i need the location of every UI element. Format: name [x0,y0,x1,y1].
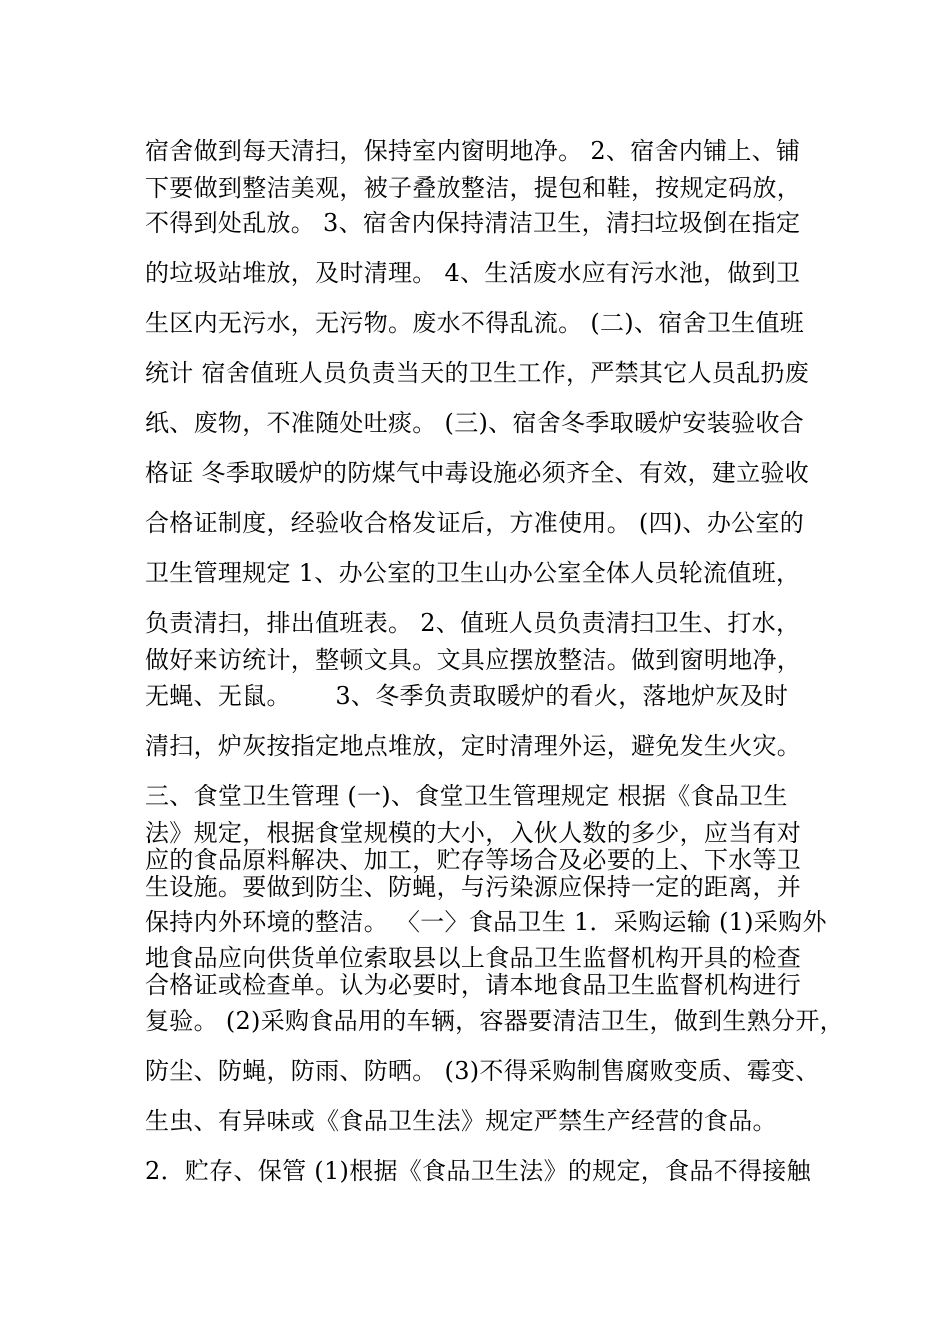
text-line: 下要做到整洁美观，被子叠放整洁，提包和鞋，按规定码放， [145,174,802,202]
text-line: 做好来访统计，整顿文具。文具应摆放整洁。做到窗明地净， [145,646,802,674]
text-line: 复验。 (2)采购食品用的车辆，容器要清洁卫生，做到生熟分开， [145,1007,844,1035]
text-line: 统计 宿舍值班人员负责当天的卫生工作，严禁其它人员乱扔废 [145,359,810,387]
text-line: 三、食堂卫生管理 (一)、食堂卫生管理规定 根据《食品卫生 [145,782,788,810]
text-line: 2．贮存、保管 (1)根据《食品卫生法》的规定，食品不得接触 [145,1157,811,1185]
text-line: 格证 冬季取暖炉的防煤气中毒设施必须齐全、有效，建立验收 [145,459,810,487]
text-line: 保持内外环境的整洁。 〈一〉食品卫生 1．采购运输 (1)采购外 [145,908,827,936]
text-line: 清扫，炉灰按指定地点堆放，定时清理外运，避免发生火灾。 [145,732,802,760]
text-line: 无蝇、无鼠。 3、冬季负责取暖炉的看火，落地炉灰及时 [145,682,789,710]
text-line: 合格证或检查单。认为必要时，请本地食品卫生监督机构进行 [145,971,802,999]
text-line: 负责清扫，排出值班表。 2、值班人员负责清扫卫生、打水， [145,609,801,637]
text-line: 防尘、防蝇，防雨、防晒。 (3)不得采购制售腐败变质、霉变、 [145,1057,820,1085]
text-line: 生虫、有异味或《食品卫生法》规定严禁生产经营的食品。 [145,1107,777,1135]
text-line: 合格证制度，经验收合格发证后，方准使用。 (四)、办公室的 [145,509,805,537]
text-line: 不得到处乱放。 3、宿舍内保持清洁卫生，清扫垃圾倒在指定 [145,209,801,237]
text-line: 生设施。要做到防尘、防蝇，与污染源应保持一定的距离，并 [145,873,802,901]
text-line: 生区内无污水，无污物。废水不得乱流。 (二)、宿舍卫生值班 [145,309,805,337]
text-line: 纸、废物，不准随处吐痰。 (三)、宿舍冬季取暖炉安装验收合 [145,409,805,437]
text-line: 地食品应向供货单位索取县以上食品卫生监督机构开具的检查 [145,944,802,972]
text-line: 法》规定，根据食堂规模的大小，入伙人数的多少，应当有对 [145,819,802,847]
text-line: 应的食品原料解决、加工，贮存等场合及必要的上、下水等卫 [145,846,802,874]
text-line: 宿舍做到每天清扫，保持室内窗明地净。 2、宿舍内铺上、铺 [145,137,801,165]
text-line: 卫生管理规定 1、办公室的卫生山办公室全体人员轮流值班， [145,559,801,587]
text-line: 的垃圾站堆放，及时清理。 4、生活废水应有污水池，做到卫 [145,259,801,287]
